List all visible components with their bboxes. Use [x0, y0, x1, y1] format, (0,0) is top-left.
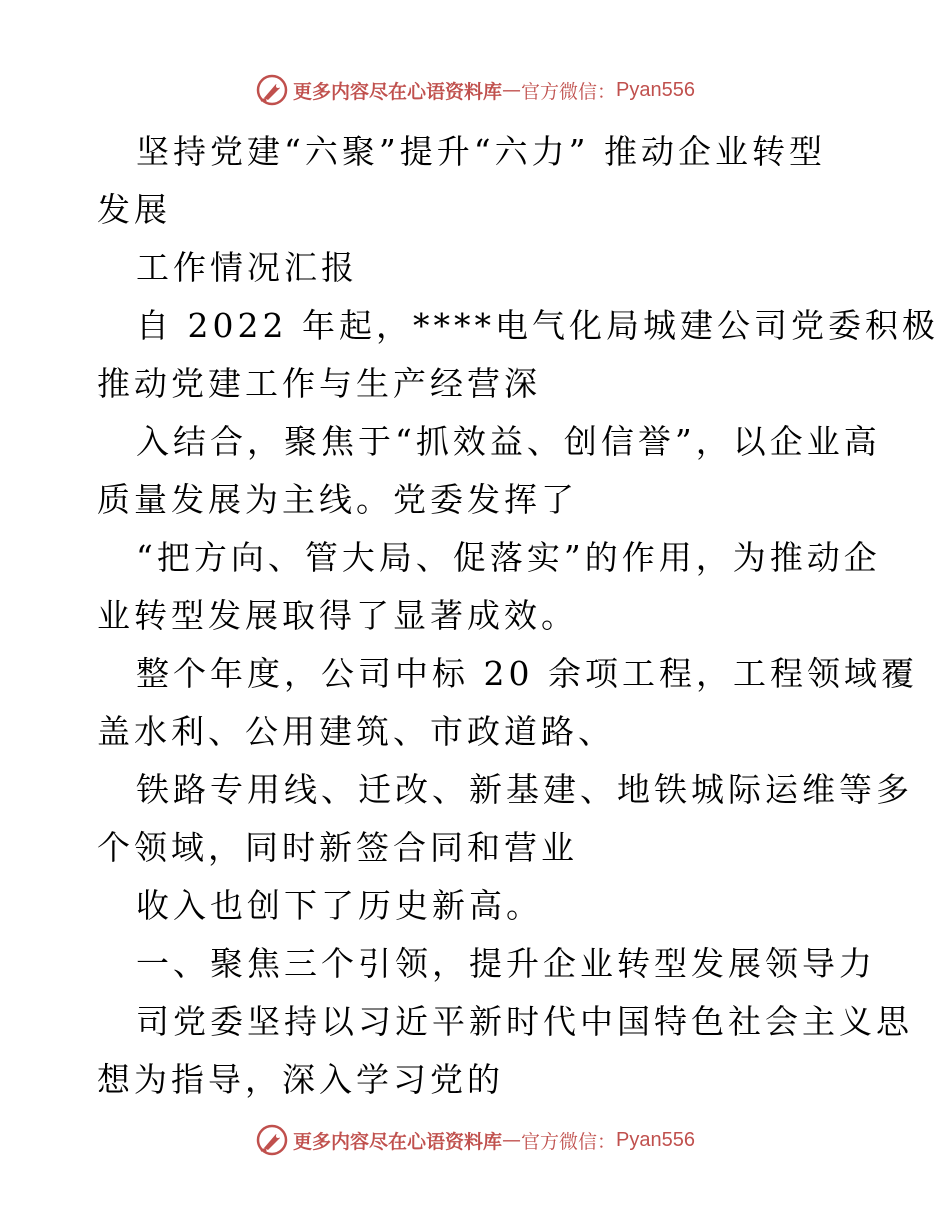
watermark-sub-text: 官方微信： — [521, 80, 617, 103]
watermark-id-text: Pyan556 — [616, 1128, 695, 1151]
pen-nib-logo-icon — [255, 73, 289, 107]
document-line: 工作情况汇报 — [136, 248, 358, 287]
document-line: 发展 — [97, 190, 171, 229]
document-line: 收入也创下了历史新高。 — [136, 886, 543, 925]
document-line: 自 2022 年起，****电气化局城建公司党委积极 — [136, 306, 939, 345]
document-line: “把方向、管大局、促落实”的作用，为推动企 — [136, 538, 881, 577]
document-line: 铁路专用线、迁改、新基建、地铁城际运维等多 — [136, 770, 913, 809]
watermark-sub-text: 官方微信： — [521, 1130, 617, 1153]
document-line: 业转型发展取得了显著成效。 — [97, 596, 578, 635]
section-heading: 一、聚焦三个引领，提升企业转型发展领导力 — [136, 944, 876, 983]
document-line: 坚持党建“六聚”提升“六力” 推动企业转型 — [136, 132, 826, 171]
document-line: 盖水利、公用建筑、市政道路、 — [97, 712, 615, 751]
watermark-main-text: 更多内容尽在心语资料库 — [293, 1130, 503, 1153]
footer-watermark — [0, 1120, 950, 1160]
document-line: 个领域，同时新签合同和营业 — [97, 828, 578, 867]
document-line: 推动党建工作与生产经营深 — [97, 364, 541, 403]
pen-nib-logo-icon — [255, 1123, 289, 1157]
watermark-main-text: 更多内容尽在心语资料库 — [293, 80, 503, 103]
header-watermark — [0, 70, 950, 110]
document-body — [97, 123, 939, 1109]
watermark-id-text: Pyan556 — [616, 78, 695, 101]
watermark-dash: — — [502, 1129, 522, 1151]
document-line: 想为指导，深入学习党的 — [97, 1060, 504, 1099]
document-line: 司党委坚持以习近平新时代中国特色社会主义思 — [136, 1002, 913, 1041]
watermark-dash: — — [502, 79, 522, 101]
document-line: 质量发展为主线。党委发挥了 — [97, 480, 578, 519]
document-line: 整个年度，公司中标 20 余项工程，工程领域覆 — [136, 654, 918, 693]
document-line: 入结合，聚焦于“抓效益、创信誉”，以企业高 — [136, 422, 881, 461]
